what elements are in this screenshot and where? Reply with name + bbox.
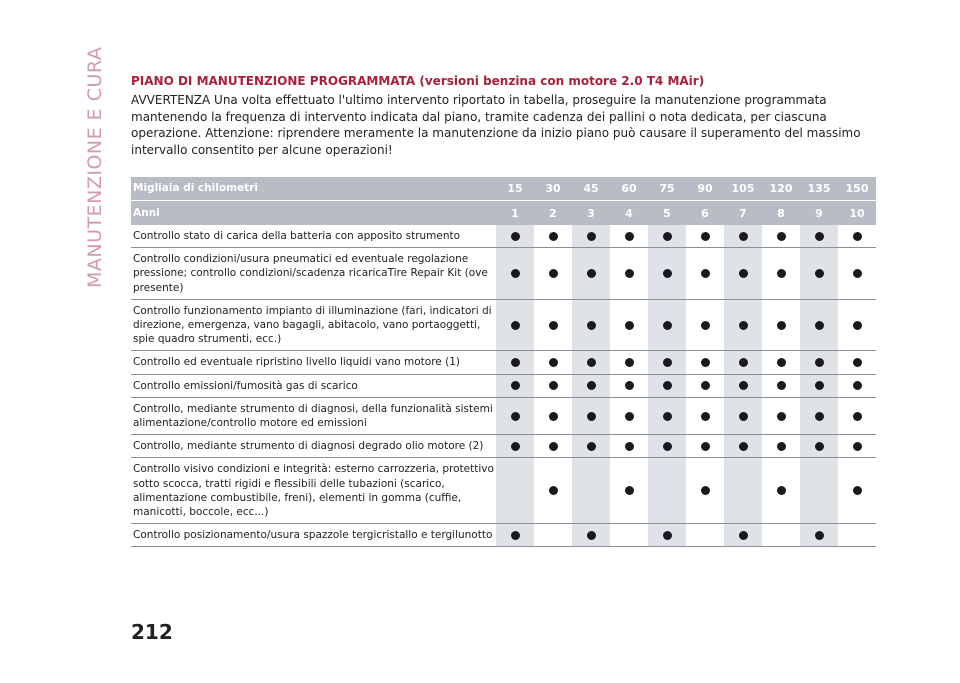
schedule-cell (762, 300, 800, 351)
schedule-cell (800, 375, 838, 397)
bullet-icon (739, 412, 748, 421)
schedule-cell (838, 248, 876, 299)
bullet-icon (739, 358, 748, 367)
bullet-icon (777, 232, 786, 241)
schedule-cell (610, 248, 648, 299)
row-label: Controllo ed eventuale ripristino livello liquidi vano motore (1) (133, 356, 460, 369)
page-number: 212 (131, 620, 173, 644)
schedule-cell (800, 435, 838, 457)
schedule-cell (534, 435, 572, 457)
schedule-cell (686, 351, 724, 373)
schedule-cell (648, 225, 686, 247)
bullet-icon (663, 269, 672, 278)
bullet-icon (587, 531, 596, 540)
bullet-icon (739, 269, 748, 278)
bullet-icon (815, 442, 824, 451)
header-km-cell: 150 (845, 182, 869, 195)
bullet-icon (625, 381, 634, 390)
schedule-cell (838, 398, 876, 434)
bullet-icon (853, 358, 862, 367)
schedule-cell (572, 225, 610, 247)
header-km-cell: 105 (731, 182, 755, 195)
header-km-cell: 135 (807, 182, 831, 195)
bullet-icon (625, 232, 634, 241)
bullet-icon (739, 442, 748, 451)
schedule-cell (610, 351, 648, 373)
schedule-cell (724, 225, 762, 247)
schedule-cell (572, 458, 610, 523)
schedule-cell (610, 435, 648, 457)
bullet-icon (701, 381, 710, 390)
row-label: Controllo emissioni/fumosità gas di scarico (133, 379, 358, 392)
schedule-cell (724, 524, 762, 546)
schedule-cell (686, 300, 724, 351)
row-label: Controllo funzionamento impianto di illuminazione (fari, indicatori di direzione, emergenza, vano bagagli, abitacolo, vano portaoggetti, spie quadro strumenti, ecc.) (133, 304, 492, 346)
schedule-cell (838, 435, 876, 457)
schedule-cell (724, 351, 762, 373)
bullet-icon (853, 412, 862, 421)
schedule-cell (838, 524, 876, 546)
schedule-cell (648, 398, 686, 434)
bullet-icon (777, 358, 786, 367)
bullet-icon (853, 232, 862, 241)
schedule-cell (762, 351, 800, 373)
header-year-cell: 4 (625, 206, 633, 220)
schedule-cell (800, 458, 838, 523)
bullet-icon (663, 442, 672, 451)
header-year-cell: 8 (777, 206, 785, 220)
schedule-cell (648, 458, 686, 523)
bullet-icon (815, 269, 824, 278)
schedule-cell (800, 398, 838, 434)
schedule-cell (686, 248, 724, 299)
schedule-cell (496, 351, 534, 373)
bullet-icon (511, 269, 520, 278)
table-row (131, 524, 876, 547)
schedule-cell (686, 375, 724, 397)
header-year-cell: 9 (815, 206, 823, 220)
schedule-cell (686, 435, 724, 457)
bullet-icon (701, 442, 710, 451)
schedule-cell (724, 398, 762, 434)
schedule-cell (496, 248, 534, 299)
header-years-label: Anni (133, 206, 160, 219)
header-year-cell: 10 (849, 206, 865, 220)
bullet-icon (549, 269, 558, 278)
schedule-cell (724, 375, 762, 397)
header-year-cell: 1 (511, 206, 519, 220)
bullet-icon (587, 269, 596, 278)
bullet-icon (549, 232, 558, 241)
schedule-cell (572, 375, 610, 397)
header-km-cell: 90 (697, 182, 713, 195)
schedule-cell (534, 458, 572, 523)
schedule-cell (724, 435, 762, 457)
bullet-icon (815, 232, 824, 241)
header-km-cell: 60 (621, 182, 637, 195)
header-year-cell: 3 (587, 206, 595, 220)
bullet-icon (701, 321, 710, 330)
row-label: Controllo stato di carica della batteria con apposito strumento (133, 230, 461, 242)
bullet-icon (587, 321, 596, 330)
table-row (131, 435, 876, 458)
schedule-cell (762, 435, 800, 457)
schedule-cell (648, 435, 686, 457)
schedule-cell (762, 248, 800, 299)
bullet-icon (815, 412, 824, 421)
bullet-icon (815, 358, 824, 367)
header-km-cell: 15 (507, 182, 523, 195)
bullet-icon (739, 321, 748, 330)
schedule-cell (572, 248, 610, 299)
bullet-icon (587, 358, 596, 367)
bullet-icon (739, 531, 748, 540)
bullet-icon (511, 358, 520, 367)
schedule-cell (800, 248, 838, 299)
schedule-cell (724, 248, 762, 299)
bullet-icon (739, 232, 748, 241)
schedule-cell (534, 248, 572, 299)
bullet-icon (549, 321, 558, 330)
schedule-cell (686, 458, 724, 523)
table-row (131, 300, 876, 352)
bullet-icon (777, 412, 786, 421)
schedule-cell (762, 524, 800, 546)
schedule-cell (496, 435, 534, 457)
schedule-cell (534, 225, 572, 247)
schedule-cell (762, 458, 800, 523)
schedule-cell (534, 351, 572, 373)
schedule-cell (496, 524, 534, 546)
schedule-cell (800, 351, 838, 373)
bullet-icon (853, 486, 862, 495)
bullet-icon (549, 381, 558, 390)
header-row-km (131, 177, 876, 201)
bullet-icon (625, 358, 634, 367)
schedule-cell (800, 225, 838, 247)
header-row-years (131, 201, 876, 225)
row-label: Controllo, mediante strumento di diagnosi, della funzionalità sistemi alimentazione/controllo motore ed emissioni (133, 402, 493, 430)
schedule-cell (724, 300, 762, 351)
schedule-cell (572, 398, 610, 434)
bullet-icon (549, 358, 558, 367)
table-row (131, 248, 876, 300)
bullet-icon (815, 321, 824, 330)
bullet-icon (625, 486, 634, 495)
schedule-cell (534, 375, 572, 397)
bullet-icon (701, 486, 710, 495)
table-row (131, 351, 876, 374)
schedule-cell (496, 398, 534, 434)
schedule-cell (838, 375, 876, 397)
maintenance-table (131, 177, 876, 547)
schedule-cell (648, 524, 686, 546)
schedule-cell (610, 375, 648, 397)
bullet-icon (853, 381, 862, 390)
bullet-icon (853, 321, 862, 330)
bullet-icon (701, 412, 710, 421)
table-row (131, 375, 876, 398)
schedule-cell (838, 458, 876, 523)
schedule-cell (534, 398, 572, 434)
schedule-cell (648, 375, 686, 397)
header-year-cell: 6 (701, 206, 709, 220)
table-row (131, 398, 876, 435)
bullet-icon (777, 486, 786, 495)
header-year-cell: 2 (549, 206, 557, 220)
bullet-icon (549, 486, 558, 495)
schedule-cell (648, 300, 686, 351)
table-row (131, 225, 876, 248)
bullet-icon (853, 442, 862, 451)
bullet-icon (625, 412, 634, 421)
warning-paragraph: AVVERTENZA Una volta effettuato l'ultimo intervento riportato in tabella, proseguire la manutenzione programmata mantenendo la frequenza di intervento indicata dal piano, tramite cadenza dei pallini o nota dedicata, per ciascuna operazione. Attenzione: riprendere meramente la manutenzione da inizio piano può causare il superamento del massimo intervallo consentito per alcune operazioni! (131, 93, 861, 157)
bullet-icon (625, 269, 634, 278)
bullet-icon (587, 381, 596, 390)
row-label: Controllo posizionamento/usura spazzole tergicristallo e tergilunotto (133, 529, 493, 542)
header-km-cell: 30 (545, 182, 561, 195)
schedule-cell (610, 300, 648, 351)
bullet-icon (853, 269, 862, 278)
bullet-icon (625, 321, 634, 330)
bullet-icon (511, 321, 520, 330)
page-heading: PIANO DI MANUTENZIONE PROGRAMMATA (versioni benzina con motore 2.0 T4 MAir) (131, 74, 705, 88)
schedule-cell (762, 375, 800, 397)
row-label: Controllo visivo condizioni e integrità: esterno carrozzeria, protettivo sotto scocca, tratti rigidi e flessibili delle tubazioni (scarico, alimentazione combustibile, freni), elementi in gomma (cuffie, manicotti, boccole, ecc...) (133, 463, 494, 519)
bullet-icon (549, 412, 558, 421)
bullet-icon (701, 269, 710, 278)
schedule-cell (572, 351, 610, 373)
schedule-cell (724, 458, 762, 523)
schedule-cell (496, 458, 534, 523)
bullet-icon (663, 358, 672, 367)
schedule-cell (610, 524, 648, 546)
bullet-icon (701, 232, 710, 241)
schedule-cell (610, 225, 648, 247)
schedule-cell (800, 300, 838, 351)
section-side-title: MANUTENZIONE E CURA (84, 46, 106, 288)
row-label: Controllo condizioni/usura pneumatici ed eventuale regolazione pressione; controllo condizioni/scadenza ricaricaTire Repair Kit (ove presente) (133, 253, 488, 294)
bullet-icon (587, 232, 596, 241)
bullet-icon (777, 269, 786, 278)
header-km-cell: 120 (769, 182, 793, 195)
schedule-cell (800, 524, 838, 546)
schedule-cell (686, 524, 724, 546)
schedule-cell (686, 225, 724, 247)
schedule-cell (496, 300, 534, 351)
schedule-cell (838, 300, 876, 351)
bullet-icon (625, 442, 634, 451)
bullet-icon (663, 232, 672, 241)
schedule-cell (610, 398, 648, 434)
schedule-cell (496, 225, 534, 247)
bullet-icon (701, 358, 710, 367)
bullet-icon (777, 381, 786, 390)
bullet-icon (511, 381, 520, 390)
header-km-cell: 75 (659, 182, 675, 195)
schedule-cell (610, 458, 648, 523)
header-km-label: Migliaia di chilometri (133, 182, 258, 195)
schedule-cell (648, 248, 686, 299)
schedule-cell (686, 398, 724, 434)
schedule-cell (838, 351, 876, 373)
bullet-icon (587, 412, 596, 421)
schedule-cell (572, 435, 610, 457)
schedule-cell (572, 300, 610, 351)
bullet-icon (511, 442, 520, 451)
bullet-icon (815, 381, 824, 390)
schedule-cell (534, 524, 572, 546)
schedule-cell (572, 524, 610, 546)
bullet-icon (739, 381, 748, 390)
table-row (131, 458, 876, 524)
header-year-cell: 5 (663, 206, 671, 220)
bullet-icon (549, 442, 558, 451)
bullet-icon (511, 412, 520, 421)
bullet-icon (511, 531, 520, 540)
schedule-cell (648, 351, 686, 373)
bullet-icon (663, 381, 672, 390)
bullet-icon (815, 531, 824, 540)
schedule-cell (534, 300, 572, 351)
bullet-icon (663, 531, 672, 540)
bullet-icon (777, 321, 786, 330)
row-label: Controllo, mediante strumento di diagnosi degrado olio motore (2) (133, 440, 484, 453)
header-km-cell: 45 (583, 182, 599, 195)
schedule-cell (838, 225, 876, 247)
bullet-icon (511, 232, 520, 241)
bullet-icon (663, 321, 672, 330)
schedule-cell (762, 398, 800, 434)
header-year-cell: 7 (739, 206, 747, 220)
bullet-icon (587, 442, 596, 451)
schedule-cell (496, 375, 534, 397)
bullet-icon (777, 442, 786, 451)
schedule-cell (762, 225, 800, 247)
bullet-icon (663, 412, 672, 421)
